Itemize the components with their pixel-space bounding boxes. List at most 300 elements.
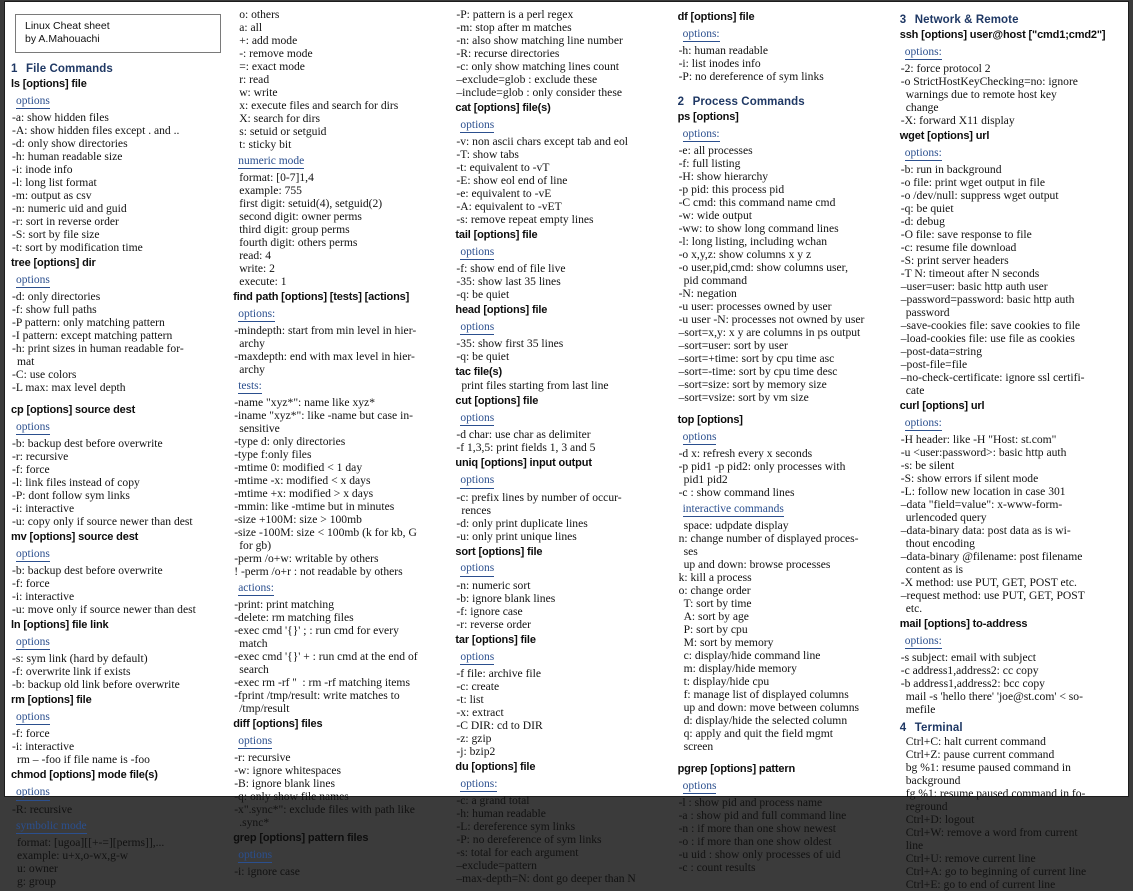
options-link[interactable]: actions: <box>238 582 274 596</box>
option-line: -c: prefix lines by number of occur- <box>456 490 622 504</box>
option-line: d: display/hide the selected column <box>683 714 848 728</box>
link-line <box>11 707 225 726</box>
option-line: -u user -N: processes not owned by user <box>678 313 865 327</box>
option-line: -o file: print wget output in file <box>900 176 1045 190</box>
option-line: fg %1: resume paused command in fo- <box>905 787 1086 801</box>
option-line: urlencoded query <box>905 511 987 525</box>
option-line: Ctrl+W: remove a word from current <box>905 825 1078 839</box>
link-line <box>455 774 669 793</box>
command-heading: top [options] <box>677 414 743 427</box>
option-line: Ctrl+C: halt current command <box>905 735 1046 749</box>
link-line <box>900 631 1114 650</box>
option-line: -n: numeric sort <box>456 578 531 592</box>
option-line: -h: print sizes in human readable for- <box>12 342 184 356</box>
option-line: -35: show last 35 lines <box>456 275 561 289</box>
option-line: -h: human readable size <box>12 150 123 164</box>
option-line: -o user,pid,cmd: show columns user, <box>678 261 848 275</box>
option-line: -q: be quiet <box>456 288 510 302</box>
option-line: -l: long listing, including wchan <box>678 235 828 249</box>
link-line <box>900 413 1114 432</box>
option-line: -w: ignore whitespaces <box>234 764 342 778</box>
options-link[interactable]: options <box>16 711 50 725</box>
option-line: -S: sort by file size <box>12 227 100 241</box>
option-line: -iname "xyz*": like -name but case in- <box>234 409 413 423</box>
option-line: -2: force protocol 2 <box>900 62 991 76</box>
option-line: –sort=x,y: x y are columns in ps output <box>678 326 861 340</box>
option-line: Ctrl+D: logout <box>905 813 975 826</box>
option-line: -i: interactive <box>12 590 75 604</box>
option-line: warnings due to remote host key <box>905 88 1057 102</box>
option-line: -N: negation <box>678 287 737 301</box>
option-line: bg %1: resume paused command in <box>905 761 1071 775</box>
spacer <box>11 394 225 401</box>
option-line: ! -perm /o+r : not readable by others <box>234 565 403 579</box>
options-link[interactable]: options <box>460 412 494 426</box>
command-heading: cut [options] file <box>455 395 539 408</box>
option-line: –post-file=file <box>900 358 968 372</box>
option-line: g: group <box>17 874 56 888</box>
option-line: -mtime -x: modified < x days <box>234 474 371 488</box>
option-line: -L max: max level depth <box>12 380 126 394</box>
link-line <box>455 242 669 261</box>
command-heading: ls [options] file <box>11 77 87 90</box>
option-line: -t: list <box>456 692 484 706</box>
option-line: -a: show hidden files <box>12 111 109 125</box>
link-line <box>455 317 669 336</box>
option-line: -s: remove repeat empty lines <box>456 212 594 226</box>
link-line <box>678 499 892 518</box>
option-line: -A: equivalent to -vET <box>456 200 562 213</box>
link-line <box>233 151 447 170</box>
options-link[interactable]: options <box>238 735 272 749</box>
option-line: search <box>239 663 269 677</box>
options-link[interactable]: options: <box>905 147 942 161</box>
option-line: -c : count results <box>678 861 756 875</box>
option-line: Ctrl+U: remove current line <box>905 851 1036 865</box>
option-line: first digit: setuid(4), setguid(2) <box>239 197 383 211</box>
option-line: X: search for dirs <box>239 111 320 125</box>
link-line <box>455 558 669 577</box>
options-link[interactable]: options <box>16 786 50 800</box>
option-line: content as is <box>905 563 964 577</box>
option-line: -f: overwrite link if exists <box>12 665 131 679</box>
option-line: print files starting from last line <box>461 379 609 393</box>
option-line: match <box>239 637 268 651</box>
option-line: -d: only directories <box>12 290 101 304</box>
option-line: change <box>905 101 939 115</box>
option-line: -w: wide output <box>678 209 752 223</box>
option-line: -ww: to show long command lines <box>678 222 839 236</box>
option-line: -f: force <box>12 727 50 741</box>
option-line: -P: no dereference of sym links <box>456 832 602 846</box>
option-line: -d x: refresh every x seconds <box>678 447 813 461</box>
option-line: -P pattern: only matching pattern <box>12 316 165 330</box>
option-line: -P: no dereference of sym links <box>678 70 824 84</box>
option-line: rences <box>461 503 491 517</box>
option-line: -r: sort in reverse order <box>12 214 119 228</box>
option-line: P: sort by cpu <box>683 623 748 637</box>
link-line <box>11 632 225 651</box>
option-line: x: execute files and search for dirs <box>239 98 399 112</box>
option-line: –sort=-time: sort by cpu time desc <box>678 365 838 379</box>
option-line: w: write <box>239 85 278 99</box>
option-line: -f: show end of file live <box>456 262 566 276</box>
option-line: -mmin: like -mtime but in minutes <box>234 500 395 514</box>
option-line: -b: ignore blank lines <box>456 591 556 605</box>
option-line: -type f:only files <box>234 448 312 462</box>
command-heading: cp [options] source dest <box>11 403 136 416</box>
link-line <box>11 544 225 563</box>
option-line: -print: print matching <box>234 598 335 612</box>
command-heading: find path [options] [tests] [actions] <box>233 290 410 303</box>
option-line: -exec cmd '{}' ; : run cmd for every <box>234 624 399 638</box>
option-line: –sort=size: sort by memory size <box>678 378 827 392</box>
option-line: -maxdepth: end with max level in hier- <box>234 350 415 364</box>
link-line <box>455 408 669 427</box>
option-line: write: 2 <box>239 261 275 275</box>
option-line: -E: show eol end of line <box>456 174 568 188</box>
option-line: -x: extract <box>456 705 504 719</box>
spacer <box>678 83 892 90</box>
option-line: -H header: like -H "Host: st.com" <box>900 433 1057 447</box>
option-line: m: display/hide memory <box>683 662 797 676</box>
options-link[interactable]: options: <box>460 778 497 792</box>
option-line: -q: be quiet <box>900 202 954 216</box>
option-line: pid command <box>683 274 747 288</box>
option-line: -mindepth: start from min level in hier- <box>234 324 417 338</box>
option-line: Ctrl+A: go to beginning of current line <box>905 864 1087 878</box>
option-line: -o /dev/null: suppress wget output <box>900 189 1059 203</box>
option-line: -A: show hidden files except . and .. <box>12 124 180 138</box>
option-line: –data-binary @filename: post filename <box>900 550 1083 564</box>
option-line: –request method: use PUT, GET, POST <box>900 589 1085 603</box>
link-line <box>678 776 892 795</box>
command-heading: mail [options] to-address <box>899 617 1028 630</box>
columns-container <box>11 8 1122 891</box>
option-line: format: [0-7]1,4 <box>239 171 314 185</box>
option-line: a: all <box>239 20 263 34</box>
option-line: –sort=+time: sort by cpu time asc <box>678 352 835 366</box>
link-line <box>900 42 1114 61</box>
option-line: -b: backup dest before overwrite <box>12 564 163 578</box>
option-line: rm – -foo if file name is -foo <box>17 753 150 767</box>
option-line: =: exact mode <box>239 59 305 73</box>
column-2 <box>233 8 455 879</box>
option-line: -b address1,address2: bcc copy <box>900 677 1045 691</box>
options-link[interactable]: options <box>16 636 50 650</box>
option-line: -r: reverse order <box>456 617 532 631</box>
option-line: -b: run in background <box>900 163 1002 177</box>
option-line: thout encoding <box>905 537 975 551</box>
option-line: example: u+x,o-wx,g-w <box>17 848 129 862</box>
option-line: -p pid1 -p pid2: only processes with <box>678 460 846 474</box>
option-line: -I pattern: except matching pattern <box>12 329 173 343</box>
option-line: -i: list inodes info <box>678 57 761 71</box>
link-line <box>678 24 892 43</box>
option-line: -C DIR: cd to DIR <box>456 718 543 732</box>
options-link[interactable]: options: <box>905 635 942 649</box>
options-link[interactable]: options: <box>905 417 942 431</box>
section-title: File Commands <box>26 62 113 75</box>
option-line: read: 4 <box>239 248 272 262</box>
option-line: etc. <box>905 602 923 615</box>
option-line: -e: all processes <box>678 144 753 158</box>
option-line: r: read <box>239 72 270 86</box>
option-line: –load-cookies file: use file as cookies <box>900 332 1075 346</box>
section-heading <box>900 14 1114 26</box>
link-line <box>233 376 447 395</box>
option-line: -u uid : show only processes of uid <box>678 848 841 862</box>
option-line: -t: equivalent to -vT <box>456 161 550 175</box>
option-line: –save-cookies file: save cookies to file <box>900 319 1081 333</box>
option-line: mefile <box>905 703 936 717</box>
link-line <box>233 304 447 323</box>
option-line: pid1 pid2 <box>683 473 728 487</box>
option-line: -r: recursive <box>12 450 69 464</box>
option-line: -O file: save response to file <box>900 228 1032 242</box>
option-line: -size -100M: size < 100mb (k for kb, G <box>234 526 417 540</box>
section-title: Terminal <box>914 722 963 735</box>
option-line: -T N: timeout after N seconds <box>900 267 1040 281</box>
command-heading: sort [options] file <box>455 545 543 558</box>
option-line: sensitive <box>239 422 280 436</box>
option-line: t: sticky bit <box>239 137 292 151</box>
option-line: -n : if more than one show newest <box>678 822 837 836</box>
option-line: -j: bzip2 <box>456 744 496 758</box>
option-line: -fprint /tmp/result: write matches to <box>234 689 400 703</box>
option-line: -l : show pid and process name <box>678 796 823 810</box>
option-line: .sync* <box>239 816 270 830</box>
command-heading: df [options] file <box>677 11 755 23</box>
options-link[interactable]: options <box>16 548 50 562</box>
option-line: -l: long list format <box>12 175 97 189</box>
command-heading: mv [options] source dest <box>11 531 139 544</box>
option-line: -u user: processes owned by user <box>678 300 832 314</box>
option-line: –data-binary data: post data as is wi- <box>900 524 1071 538</box>
option-line: -f: force <box>12 463 50 477</box>
options-link[interactable]: options: <box>905 46 942 60</box>
option-line: -u <user:password>: basic http auth <box>900 446 1067 460</box>
option-line: –exclude=glob : exclude these <box>456 72 598 86</box>
option-line: up and down: browse processes <box>683 558 831 572</box>
options-link[interactable]: options <box>16 421 50 435</box>
option-line: screen <box>683 740 714 754</box>
option-line: third digit: group perms <box>239 222 350 236</box>
option-line: -P: dont follow sym links <box>12 489 130 503</box>
option-line: -u: move only if source newer than dest <box>12 603 196 617</box>
option-line: -X: forward X11 display <box>900 114 1015 128</box>
options-link[interactable]: options: <box>683 128 720 142</box>
option-line: -exec rm -rf '' : rm -rf matching items <box>234 676 410 690</box>
option-line: -L: follow new location in case 301 <box>900 485 1066 499</box>
option-line: –sort=vsize: sort by vm size <box>678 391 809 405</box>
command-heading: cat [options] file(s) <box>455 101 551 114</box>
option-line: -m: output as csv <box>12 188 92 202</box>
command-heading: tac file(s) <box>455 366 503 379</box>
option-line: line <box>905 838 924 852</box>
option-line: –data "field=value": x-www-form- <box>900 498 1063 512</box>
section-number: 3 <box>899 14 907 26</box>
option-line: archy <box>239 363 265 377</box>
option-line: -z: gzip <box>456 731 492 745</box>
option-line: -r: recursive <box>234 751 291 765</box>
option-line: -c: only show matching lines count <box>456 59 619 73</box>
option-line: -t: sort by modification time <box>12 240 143 254</box>
option-line: -c : show command lines <box>678 486 795 500</box>
option-line: -c: resume file download <box>900 241 1017 255</box>
option-line: fourth digit: others perms <box>239 235 358 249</box>
command-heading: pgrep [options] pattern <box>677 763 796 776</box>
document-author: by A.Mahouachi <box>25 33 100 46</box>
option-line: -d char: use char as delimiter <box>456 428 591 442</box>
section-title: Network & Remote <box>914 14 1019 26</box>
option-line: -i: interactive <box>12 502 75 516</box>
option-line: T: sort by time <box>683 597 752 611</box>
option-line: -S: show errors if silent mode <box>900 472 1039 486</box>
link-line <box>455 470 669 489</box>
option-line: ses <box>683 545 698 559</box>
options-link[interactable]: options <box>460 562 494 576</box>
command-heading: du [options] file <box>455 760 536 773</box>
document-title: Linux Cheat sheet <box>25 20 110 32</box>
option-line: f: manage list of displayed columns <box>683 688 849 702</box>
options-link[interactable]: symbolic mode <box>16 820 87 834</box>
document-title-box <box>15 14 221 53</box>
option-line: -i: interactive <box>12 740 75 754</box>
options-link[interactable]: options <box>16 274 50 288</box>
option-line: -o x,y,z: show columns x y z <box>678 248 812 262</box>
option-line: -v: non ascii chars except tab and eol <box>456 135 628 149</box>
option-line: -X method: use PUT, GET, POST etc. <box>900 576 1077 590</box>
option-line: -35: show first 35 lines <box>456 337 564 351</box>
option-line: -P: pattern is a perl regex <box>456 8 574 21</box>
command-heading: uniq [options] input output <box>455 457 592 470</box>
option-line: example: 755 <box>239 184 302 198</box>
command-heading: curl [options] url <box>899 400 985 413</box>
options-link[interactable]: options <box>683 780 717 794</box>
column-1 <box>11 8 233 888</box>
option-line: -C cmd: this command name cmd <box>678 196 836 210</box>
option-line: mail -s 'hello there' 'joe@st.com' < so- <box>905 690 1083 704</box>
option-line: -L: dereference sym links <box>456 819 576 833</box>
option-line: o: others <box>239 8 280 21</box>
option-line: /tmp/result <box>239 702 290 716</box>
option-line: -mtime 0: modified < 1 day <box>234 461 363 475</box>
option-line: -o StrictHostKeyChecking=no: ignore <box>900 75 1078 89</box>
options-link[interactable]: options: <box>683 28 720 42</box>
options-link[interactable]: options: <box>238 308 275 322</box>
spacer <box>678 404 892 411</box>
link-line <box>455 115 669 134</box>
options-link[interactable]: options <box>460 474 494 488</box>
option-line: -name "xyz*": name like xyz* <box>234 396 375 410</box>
section-heading <box>678 96 892 108</box>
options-link[interactable]: interactive commands <box>683 503 784 517</box>
option-line: -type d: only directories <box>234 435 346 449</box>
option-line: -f: ignore case <box>456 604 523 618</box>
command-heading: grep [options] pattern files <box>233 832 369 845</box>
option-line: –sort=user: sort by user <box>678 339 788 353</box>
cheatsheet-page <box>5 2 1128 891</box>
option-line: space: udpdate display <box>683 519 789 533</box>
command-heading: ps [options] <box>677 111 739 124</box>
option-line: -B: ignore blank lines <box>234 777 335 791</box>
link-line <box>11 270 225 289</box>
options-link[interactable]: options <box>16 95 50 109</box>
option-line: -T: show tabs <box>456 148 519 162</box>
option-line: o: change order <box>678 584 751 598</box>
section-title: Process Commands <box>692 96 805 109</box>
command-heading: rm [options] file <box>11 694 92 707</box>
section-number: 1 <box>11 62 18 75</box>
option-line: n: change number of displayed proces- <box>678 532 859 546</box>
option-line: background <box>905 774 961 788</box>
options-link[interactable]: numeric mode <box>238 155 304 169</box>
option-line: cate <box>905 384 925 398</box>
option-line: -o : if more than one show oldest <box>678 835 832 849</box>
section-number: 2 <box>677 96 685 109</box>
link-line <box>233 578 447 597</box>
option-line: -S: print server headers <box>900 254 1009 268</box>
option-line: –no-check-certificate: ignore ssl certifi- <box>900 371 1085 385</box>
options-link[interactable]: options <box>460 119 494 133</box>
option-line: -u: only print unique lines <box>456 529 577 543</box>
option-line: -d: debug <box>900 215 945 229</box>
option-line: -u: copy only if source newer than dest <box>12 515 193 529</box>
option-line: -n: numeric uid and guid <box>12 201 127 215</box>
option-line: -i: ignore case <box>234 865 300 879</box>
option-line: -h: human readable <box>456 806 546 820</box>
option-line: Ctrl+E: go to end of current line <box>905 877 1056 891</box>
option-line: u: owner <box>17 861 58 875</box>
options-link[interactable]: options <box>460 651 494 665</box>
option-line: format: [ugoa][[+-=][perms]],... <box>17 835 165 849</box>
option-line: -f: full listing <box>678 157 741 171</box>
option-line: -f: force <box>12 577 50 591</box>
options-link[interactable]: options <box>683 431 717 445</box>
option-line: -m: stop after m matches <box>456 20 572 34</box>
option-line: s: setuid or setguid <box>239 124 327 138</box>
option-line: mat <box>17 355 35 368</box>
option-line: -b: backup old link before overwrite <box>12 678 180 692</box>
option-line: –exclude=pattern <box>456 858 537 872</box>
command-heading: head [options] file <box>455 304 548 317</box>
option-line: -H: show hierarchy <box>678 170 769 184</box>
option-line: c: display/hide command line <box>683 649 821 663</box>
options-link[interactable]: options <box>238 849 272 863</box>
option-line: -: remove mode <box>239 46 313 60</box>
link-line <box>11 91 225 110</box>
option-line: -x".sync*": exclude files with path like <box>234 803 415 817</box>
command-heading: tail [options] file <box>455 228 538 241</box>
options-link[interactable]: tests: <box>238 380 262 394</box>
option-line: password <box>905 306 950 320</box>
option-line: +: add mode <box>239 33 298 47</box>
option-line: -exec cmd '{}' + : run cmd at the end of <box>234 650 418 664</box>
options-link[interactable]: options <box>460 321 494 335</box>
command-heading: ln [options] file link <box>11 619 109 632</box>
option-line: -i: inode info <box>12 163 73 176</box>
command-heading: tree [options] dir <box>11 256 96 269</box>
option-line: –password=password: basic http auth <box>900 293 1075 307</box>
option-line: -h: human readable <box>678 44 769 58</box>
option-line: -d: only show directories <box>12 137 128 151</box>
option-line: t: display/hide cpu <box>683 675 770 689</box>
column-4 <box>677 8 900 875</box>
option-line: -R: recursive <box>12 802 73 816</box>
options-link[interactable]: options <box>460 246 494 260</box>
option-line: -R: recurse directories <box>456 46 560 60</box>
